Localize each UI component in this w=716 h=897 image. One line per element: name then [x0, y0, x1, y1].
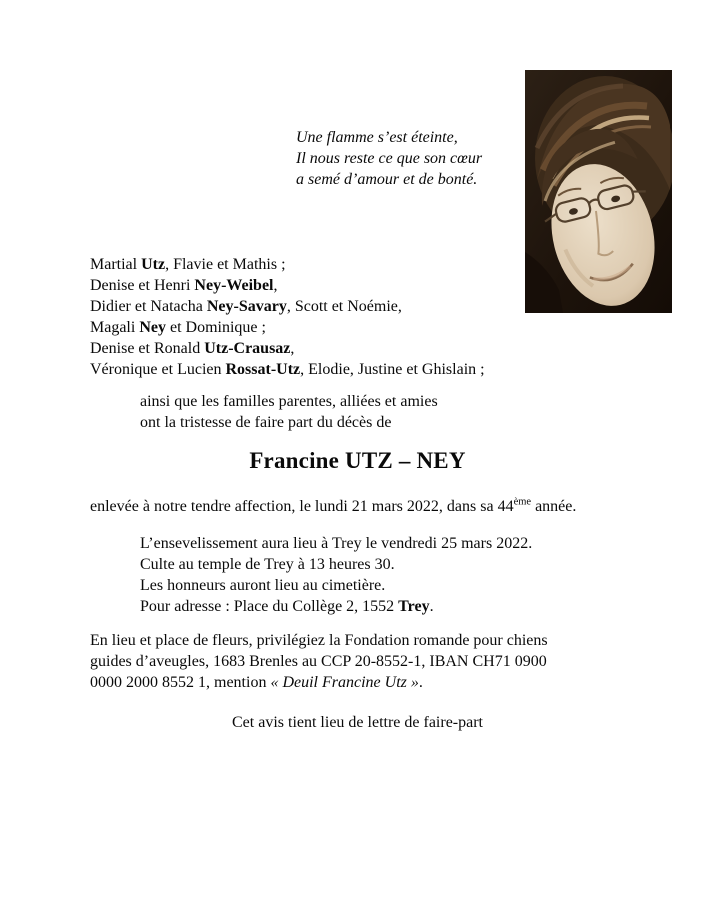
- text-line: Magali Ney et Dominique ;: [90, 319, 266, 336]
- death-date-line: [90, 496, 576, 517]
- text-line: En lieu et place de fleurs, privilégiez la Fondation romande pour chiens: [90, 632, 548, 649]
- deceased-name: Francine UTZ – NEY: [249, 448, 466, 473]
- portrait-photo-graphic: [525, 70, 672, 313]
- text-line: Véronique et Lucien Rossat-Utz, Elodie, Justine et Ghislain ;: [90, 361, 485, 378]
- text-line: guides d’aveugles, 1683 Brenles au CCP 20-8552-1, IBAN CH71 0900: [90, 653, 547, 670]
- donation-paragraph: [90, 630, 548, 693]
- text-line: L’ensevelissement aura lieu à Trey le vendredi 25 mars 2022.: [140, 535, 533, 552]
- funeral-details: [140, 533, 532, 617]
- text-line: Didier et Natacha Ney-Savary, Scott et Noémie,: [90, 298, 402, 315]
- family-members-list: [90, 254, 485, 380]
- text-line: ont la tristesse de faire part du décès de: [140, 414, 392, 431]
- text-line: Pour adresse : Place du Collège 2, 1552 Trey.: [140, 598, 434, 615]
- text-line: a semé d’amour et de bonté.: [296, 171, 478, 188]
- text-line: Culte au temple de Trey à 13 heures 30.: [140, 556, 395, 573]
- text-line: enlevée à notre tendre affection, le lundi 21 mars 2022, dans sa 44ème année.: [90, 496, 577, 515]
- announcement-intro: [140, 391, 438, 433]
- text-line: Denise et Henri Ney-Weibel,: [90, 277, 278, 294]
- text-line: Les honneurs auront lieu au cimetière.: [140, 577, 386, 594]
- footer-note: Cet avis tient lieu de lettre de faire-part: [232, 714, 483, 731]
- text-line: ainsi que les familles parentes, alliées et amies: [140, 393, 438, 410]
- text-line: Denise et Ronald Utz-Crausaz,: [90, 340, 295, 357]
- opening-verse: [296, 127, 482, 190]
- portrait-photo: [525, 70, 672, 313]
- text-line: Il nous reste ce que son cœur: [296, 150, 483, 167]
- text-line: 0000 2000 8552 1, mention « Deuil Francine Utz ».: [90, 674, 423, 691]
- text-line: Martial Utz, Flavie et Mathis ;: [90, 256, 286, 273]
- text-line: Une flamme s’est éteinte,: [296, 129, 458, 146]
